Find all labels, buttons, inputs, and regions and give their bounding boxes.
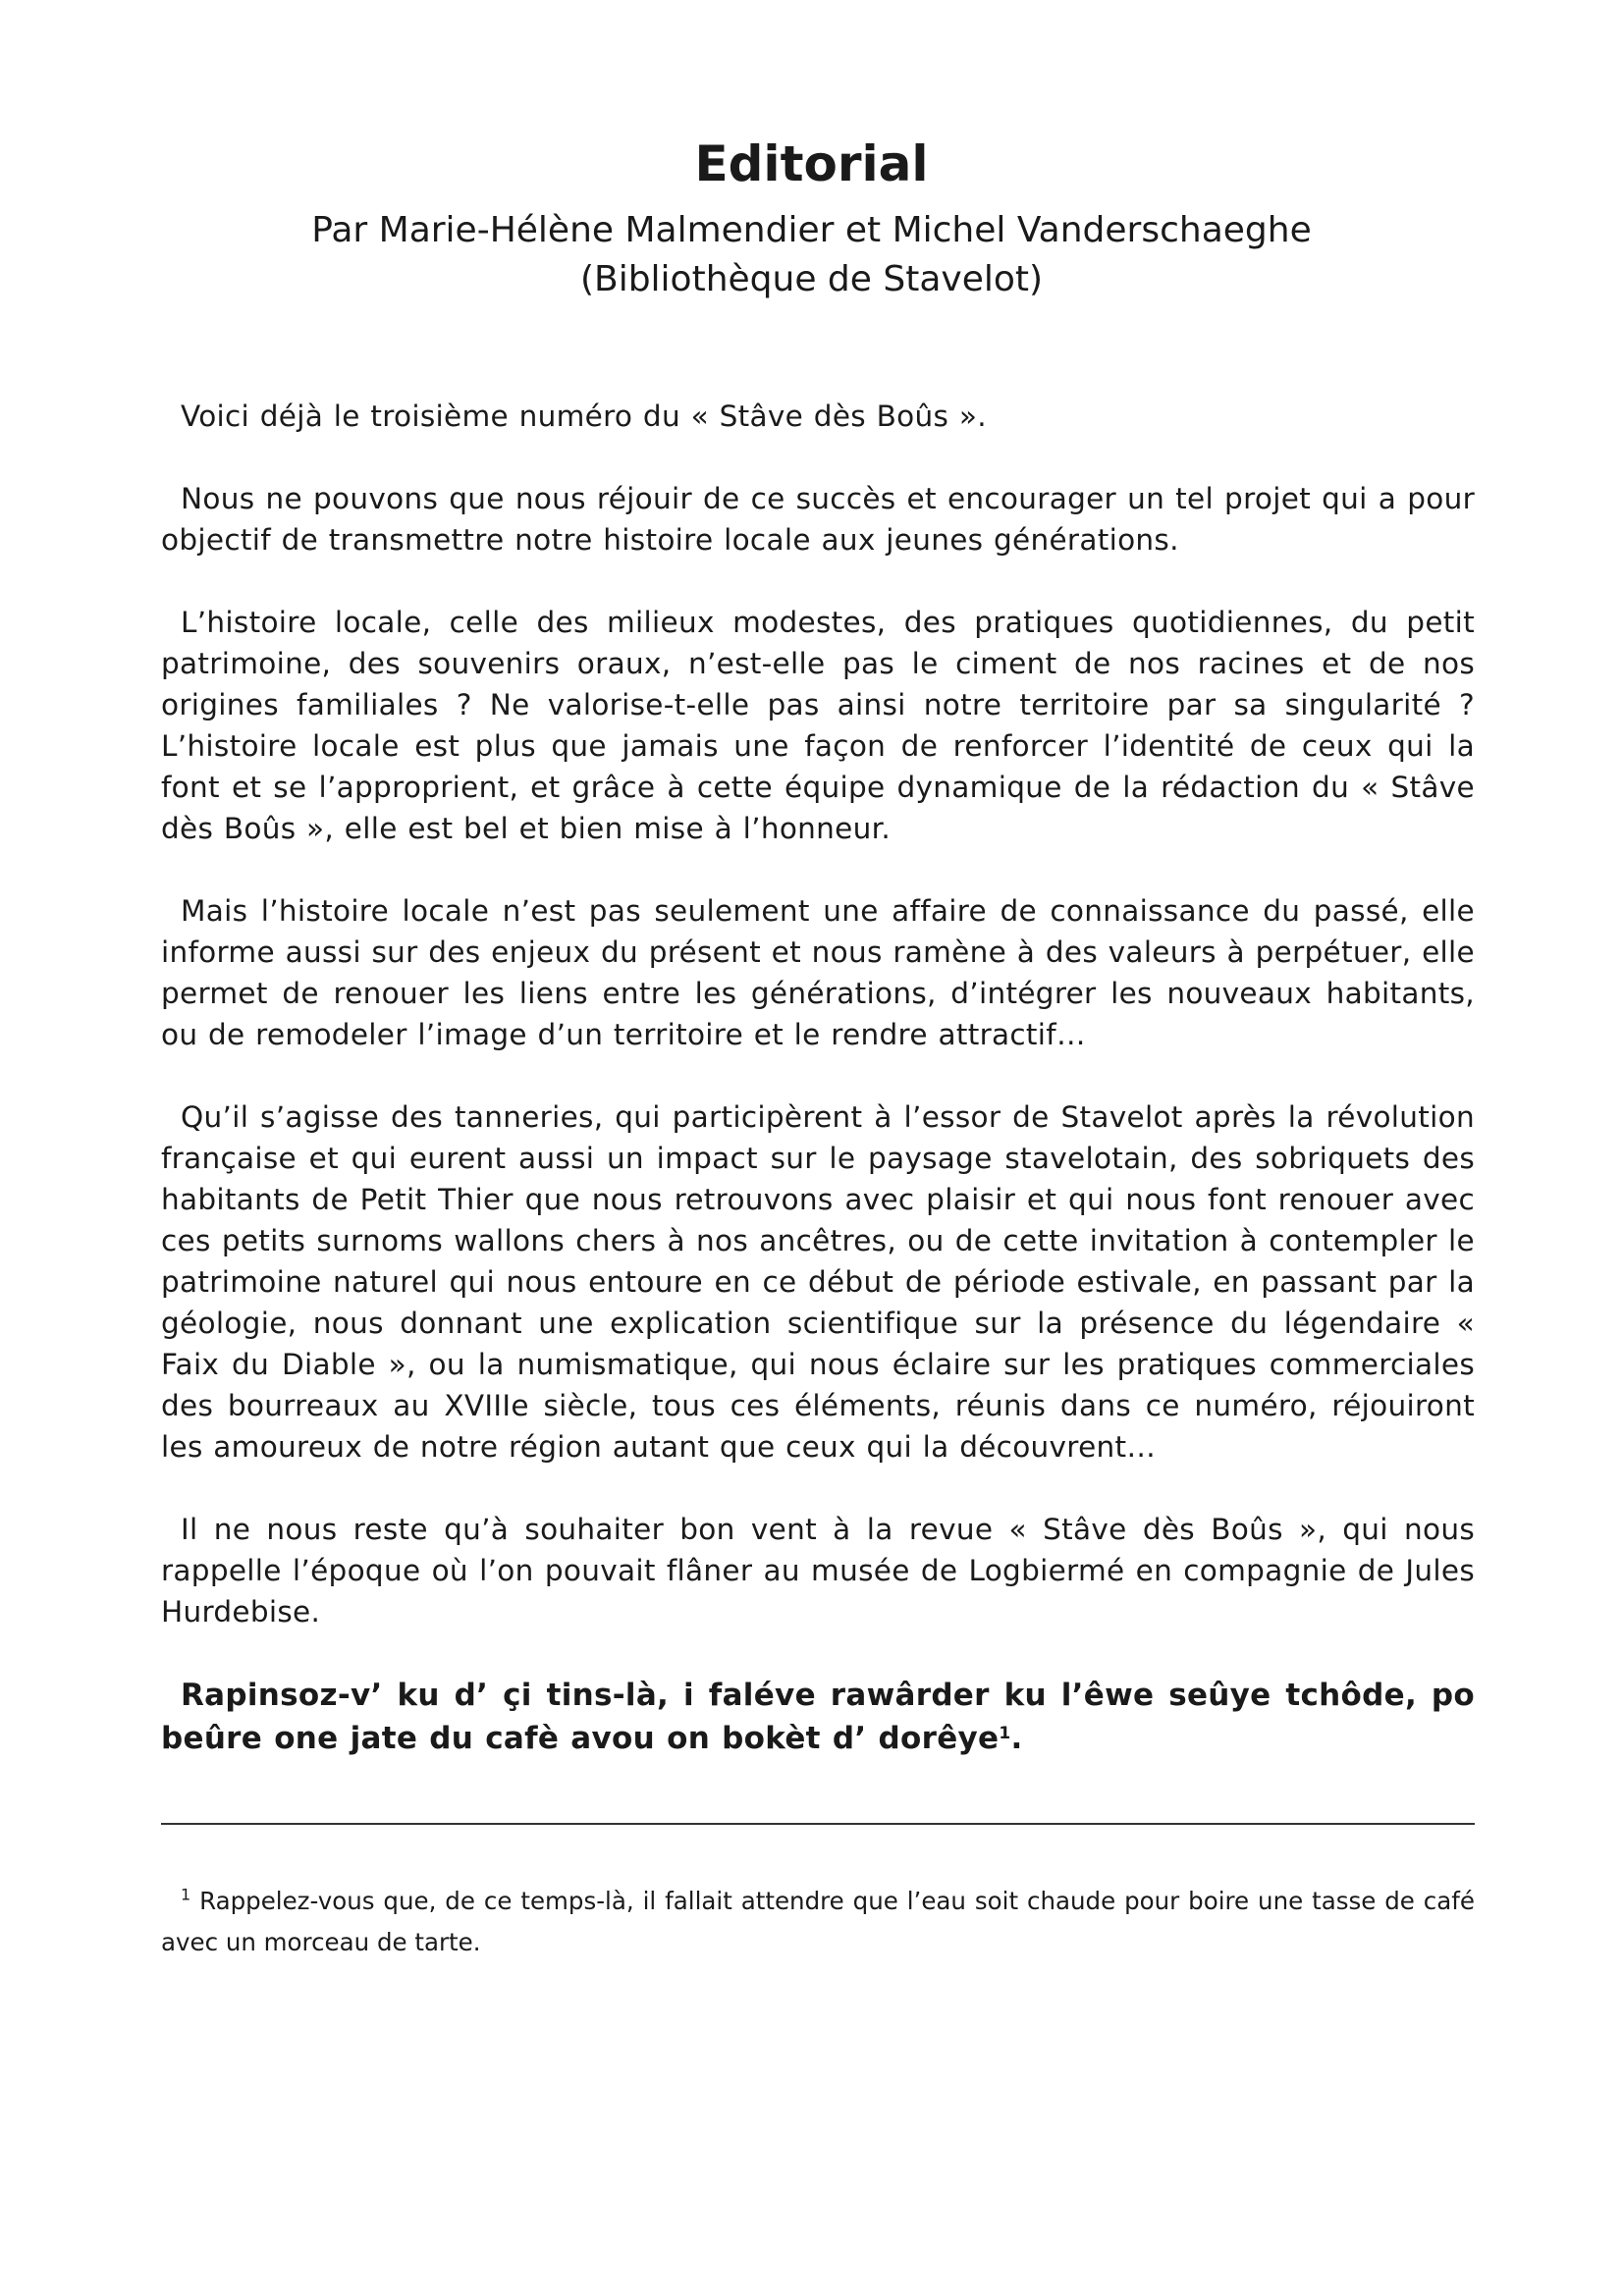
footnote-text: Rappelez-vous que, de ce temps-là, il fallait attendre que l’eau soit chaude pour boire une tasse de café avec un morceau de tarte. xyxy=(161,1887,1475,1956)
paragraph-closing: Il ne nous reste qu’à souhaiter bon vent à la revue « Stâve dès Boûs », qui nous rappelle l’époque où l’on pouvait flâner au musée de Logbiermé en compagnie de Jules Hurdebise. xyxy=(161,1513,1475,1629)
footnote-separator xyxy=(161,1823,1475,1825)
paragraph-intro: Voici déjà le troisième numéro du « Stâve dès Boûs ». xyxy=(181,400,987,433)
byline-affiliation: (Bibliothèque de Stavelot) xyxy=(579,259,1044,299)
walloon-quote-text: Rapinsoz-v’ ku d’ çi tins-là, i faléve rawârder ku l’êwe seûye tchôde, po beûre one jate du cafè avou on bokèt d’ dorêye xyxy=(161,1678,1475,1756)
footnote xyxy=(161,1881,1475,1963)
paragraph-present-issues: Mais l’histoire locale n’est pas seulement une affaire de connaissance du passé, elle informe aussi sur des enjeux du présent et nous ramène à des valeurs à perpétuer, elle permet de renouer les liens entre les générations, d’intégrer les nouveaux habitants, ou de remodeler l’image d’un territoire et le rendre attractif… xyxy=(161,894,1475,1051)
paragraph-objective: Nous ne pouvons que nous réjouir de ce succès et encourager un tel projet qui a pour objectif de transmettre notre histoire locale aux jeunes générations. xyxy=(161,482,1475,557)
article-body xyxy=(161,396,1475,1801)
walloon-quote-end: . xyxy=(1010,1721,1023,1756)
paragraph-contents: Qu’il s’agisse des tanneries, qui participèrent à l’essor de Stavelot après la révolution française et qui eurent aussi un impact sur le paysage stavelotain, des sobriquets des habitants de Petit Thier que nous retrouvons avec plaisir et qui nous font renouer avec ces petits surnoms wallons chers à nos ancêtres, ou de cette invitation à contempler le patrimoine naturel qui nous entoure en ce début de période estivale, en passant par la géologie, nous donnant une explication scientifique sur la présence du légendaire « Faix du Diable », ou la numismatique, qui nous éclaire sur les pratiques commerciales des bourreaux au XVIIIe siècle, tous ces éléments, réunis dans ce numéro, réjouiront les amoureux de notre région autant que ceux qui la découvrent… xyxy=(161,1100,1475,1464)
walloon-quote xyxy=(161,1674,1475,1760)
byline-authors: Par Marie-Hélène Malmendier et Michel Vanderschaeghe xyxy=(311,210,1312,250)
paragraph-local-history: L’histoire locale, celle des milieux modestes, des pratiques quotidiennes, du petit patrimoine, des souvenirs oraux, n’est-elle pas le ciment de nos racines et de nos origines familiales ? Ne valorise-t-elle pas ainsi notre territoire par sa singularité ? L’histoire locale est plus que jamais une façon de renforcer l’identité de ceux qui la font et se l’approprient, et grâce à cette équipe dynamique de la rédaction du « Stâve dès Boûs », elle est bel et bien mise à l’honneur. xyxy=(161,606,1475,845)
footnote-number: 1 xyxy=(181,1885,191,1904)
page-title: Editorial xyxy=(694,135,929,192)
footnote-reference[interactable]: 1 xyxy=(999,1723,1011,1743)
byline xyxy=(0,206,1623,304)
